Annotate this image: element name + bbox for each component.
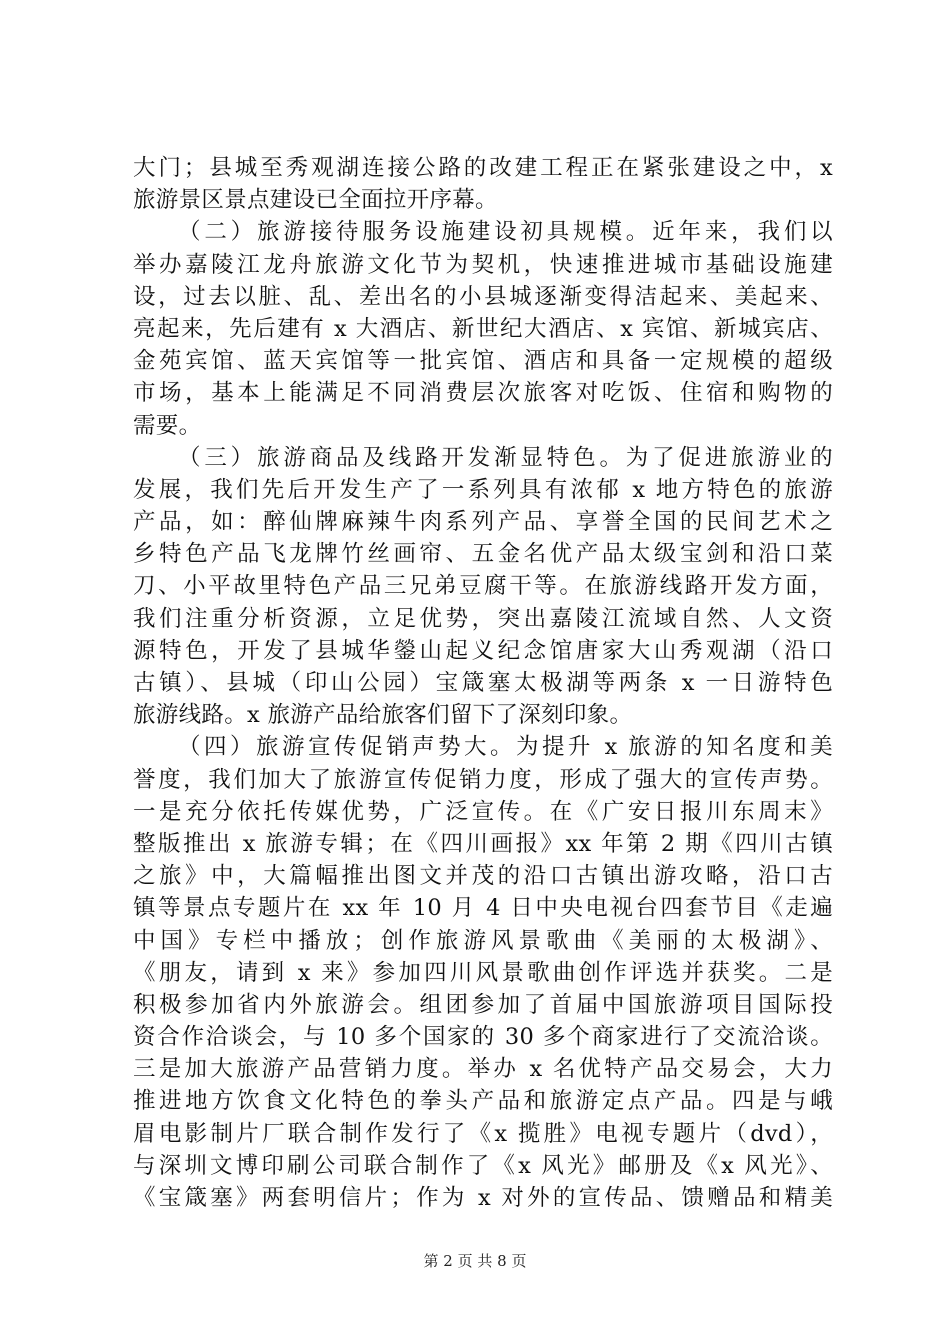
- text-line: 需要。: [133, 412, 202, 439]
- text-line: 眉电影制片厂联合制作发行了《x 揽胜》电视专题片（dvd），: [133, 1120, 833, 1147]
- text-line: 亮起来，先后建有 x 大酒店、新世纪大酒店、x 宾馆、新城宾店、: [133, 315, 833, 342]
- text-line: 推进地方饮食文化特色的拳头产品和旅游定点产品。四是与峨: [133, 1088, 833, 1115]
- text-line: 整版推出 x 旅游专辑；在《四川画报》xx 年第 2 期《四川古镇: [133, 830, 833, 857]
- section-heading-line: （四）旅游宣传促销声势大。为提升 x 旅游的知名度和美: [178, 734, 833, 761]
- text-line: 设，过去以脏、乱、差出名的小县城逐渐变得洁起来、美起来、: [133, 283, 833, 310]
- text-line: 积极参加省内外旅游会。组团参加了首届中国旅游项目国际投: [133, 991, 833, 1018]
- text-line: 乡特色产品飞龙牌竹丝画帘、五金名优产品太级宝剑和沿口菜: [133, 541, 833, 568]
- text-line: 举办嘉陵江龙舟旅游文化节为契机，快速推进城市基础设施建: [133, 251, 833, 278]
- section-heading-line: （二）旅游接待服务设施建设初具规模。近年来，我们以: [178, 219, 833, 246]
- text-line: 产品，如：醉仙牌麻辣牛肉系列产品、享誉全国的民间艺术之: [133, 509, 833, 536]
- text-line: 旅游景区景点建设已全面拉开序幕。: [133, 187, 498, 214]
- text-line: 金苑宾馆、蓝天宾馆等一批宾馆、酒店和具备一定规模的超级: [133, 348, 833, 375]
- text-line: 中国》专栏中播放；创作旅游风景歌曲《美丽的太极湖》、: [133, 927, 833, 954]
- text-line: 古镇）、县城（印山公园）宝箴塞太极湖等两条 x 一日游特色: [133, 670, 833, 696]
- section-heading-line: （三）旅游商品及线路开发渐显特色。为了促进旅游业的: [178, 444, 833, 471]
- text-line: 镇等景点专题片在 xx 年 10 月 4 日中央电视台四套节目《走遍: [133, 895, 833, 922]
- text-line: 之旅》中，大篇幅推出图文并茂的沿口古镇出游攻略，沿口古: [133, 863, 833, 890]
- text-line: 三是加大旅游产品营销力度。举办 x 名优特产品交易会，大力: [133, 1056, 833, 1083]
- text-line: 我们注重分析资源，立足优势，突出嘉陵江流域自然、人文资: [133, 605, 833, 632]
- text-line: 大门；县城至秀观湖连接公路的改建工程正在紧张建设之中，x: [133, 155, 833, 181]
- text-line: 源特色，开发了县城华鎣山起义纪念馆唐家大山秀观湖（沿口: [133, 637, 833, 664]
- text-line: 誉度，我们加大了旅游宣传促销力度，形成了强大的宣传声势。: [133, 766, 833, 793]
- text-line: 发展，我们先后开发生产了一系列具有浓郁 x 地方特色的旅游: [133, 476, 833, 503]
- body-text: [133, 152, 833, 1214]
- text-line: 《朋友，请到 x 来》参加四川风景歌曲创作评选并获奖。二是: [133, 959, 833, 986]
- text-line: 与深圳文博印刷公司联合制作了《x 风光》邮册及《x 风光》、: [133, 1152, 833, 1179]
- text-line: 资合作洽谈会，与 10 多个国家的 30 多个商家进行了交流洽谈。: [133, 1024, 833, 1051]
- page-number-footer: 第 2 页 共 8 页: [423, 1252, 527, 1270]
- text-line: 市场，基本上能满足不同消费层次旅客对吃饭、住宿和购物的: [133, 380, 833, 407]
- text-line: 一是充分依托传媒优势，广泛宣传。在《广安日报川东周末》: [133, 798, 833, 825]
- text-line: 刀、小平故里特色产品三兄弟豆腐干等。在旅游线路开发方面，: [133, 573, 833, 600]
- text-line: 旅游线路。x 旅游产品给旅客们留下了深刻印象。: [133, 702, 633, 729]
- text-line: 《宝箴塞》两套明信片；作为 x 对外的宣传品、馈赠品和精美: [133, 1185, 833, 1211]
